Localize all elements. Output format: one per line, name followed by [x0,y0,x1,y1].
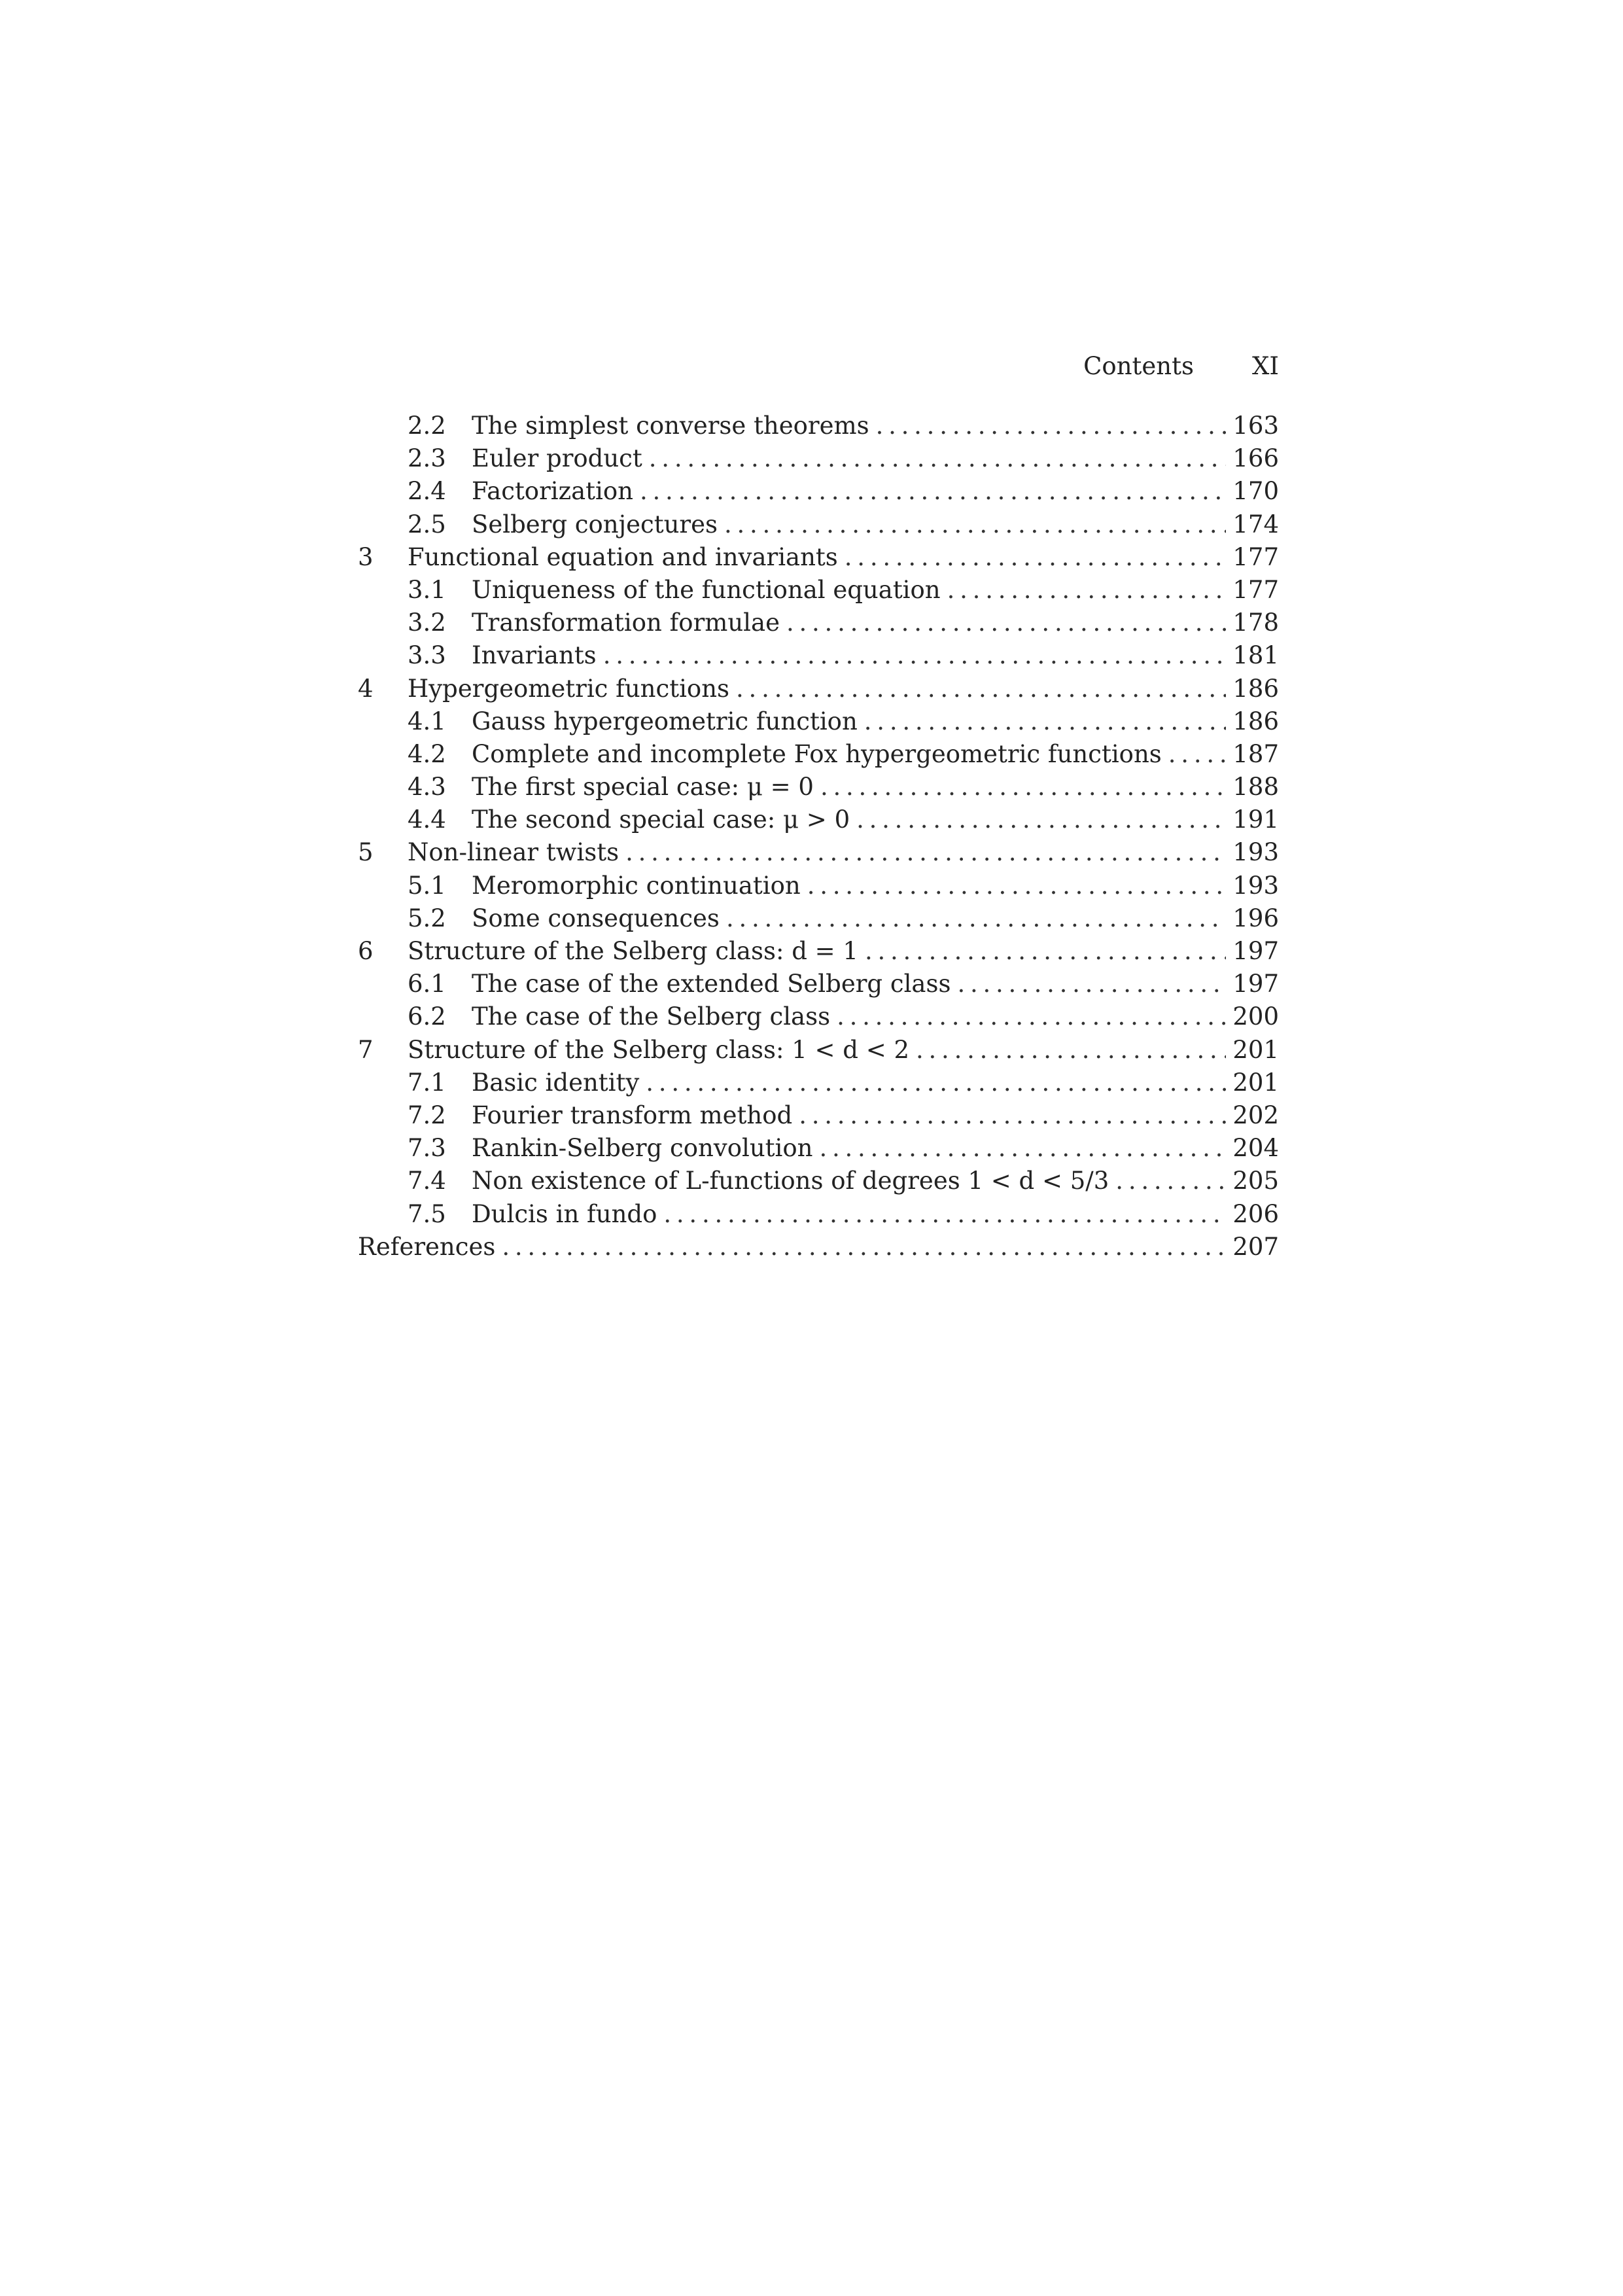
toc-entry-page: 170 [1232,477,1279,506]
toc-entry-page: 186 [1232,674,1279,703]
toc-entry-number: 2.5 [408,510,446,539]
toc-entry-title: Basic identity [472,1068,640,1097]
toc-entry-title: Transformation formulae [472,609,780,637]
toc-entry-page: 196 [1232,904,1279,932]
dot-leader [625,838,1226,866]
toc-entry-title: Selberg conjectures [472,510,718,539]
toc-entry-page: 177 [1232,542,1279,571]
toc-entry[interactable] [358,412,1279,444]
toc-entry-number: 5 [358,838,374,867]
toc-entry[interactable] [358,1233,1279,1265]
toc-entry-page: 200 [1232,1002,1279,1031]
toc-entry[interactable] [358,740,1279,773]
toc-entry-title: Hypergeometric functions [408,674,730,703]
toc-entry-page: 191 [1232,805,1279,834]
toc-entry-number: 3.3 [408,641,446,670]
toc-entry-title: References [358,1232,496,1261]
running-header [358,352,1279,385]
toc-entry[interactable] [358,707,1279,740]
toc-entry[interactable] [358,543,1279,576]
dot-leader [786,609,1226,637]
toc-entry-page: 206 [1232,1199,1279,1228]
toc-entry[interactable] [358,641,1279,674]
toc-entry-page: 193 [1232,871,1279,900]
dot-leader [1168,740,1227,768]
toc-entry-page: 178 [1232,609,1279,637]
dot-leader [663,1200,1226,1228]
toc-entry-number: 4.3 [408,773,446,802]
toc-entry[interactable] [358,904,1279,937]
toc-entry-page: 188 [1232,773,1279,802]
dot-leader [649,444,1227,472]
toc-entry[interactable] [358,1134,1279,1167]
toc-entry[interactable] [358,1069,1279,1101]
toc-entry-number: 3.1 [408,575,446,604]
toc-entry-title: Rankin-Selberg convolution [472,1134,813,1163]
toc-entry[interactable] [358,937,1279,970]
dot-leader [820,773,1226,801]
toc-entry-title: Fourier transform method [472,1101,793,1129]
toc-entry[interactable] [358,510,1279,543]
toc-entry-title: The case of the Selberg class [472,1002,831,1031]
toc-entry-number: 6.1 [408,970,446,998]
toc-entry[interactable] [358,838,1279,871]
toc-entry-page: 207 [1232,1232,1279,1261]
dot-leader [640,477,1226,505]
toc-entry-title: The case of the extended Selberg class [472,970,951,998]
page-number: XI [1252,352,1279,380]
dot-leader [819,1134,1226,1162]
toc-entry-number: 7.5 [408,1199,446,1228]
toc-entry[interactable] [358,970,1279,1002]
toc-entry-title: Functional equation and invariants [408,542,838,571]
toc-entry-number: 3 [358,542,374,571]
toc-entry-title: Dulcis in fundo [472,1199,657,1228]
toc-entry-page: 197 [1232,937,1279,965]
toc-entry-number: 6 [358,937,374,965]
toc-entry-title: Some consequences [472,904,720,932]
toc-entry-title: Structure of the Selberg class: d = 1 [408,937,858,965]
toc-entry-number: 4.1 [408,707,446,735]
toc-entry[interactable] [358,805,1279,838]
dot-leader [502,1233,1226,1261]
toc-entry[interactable] [358,477,1279,510]
toc-entry-title: The second special case: μ > 0 [472,805,850,834]
dot-leader [646,1069,1226,1097]
toc-entry[interactable] [358,576,1279,609]
toc-entry-page: 186 [1232,707,1279,735]
toc-entry-page: 202 [1232,1101,1279,1129]
toc-entry-number: 2.3 [408,444,446,473]
toc-entry-number: 5.1 [408,871,446,900]
toc-entry-number: 7 [358,1035,374,1064]
toc-entry-number: 4.4 [408,805,446,834]
dot-leader [837,1002,1226,1031]
dot-leader [807,872,1227,900]
dot-leader [799,1101,1226,1129]
toc-entry-title: Gauss hypergeometric function [472,707,858,735]
toc-entry-title: Factorization [472,477,633,506]
toc-entry-page: 205 [1232,1167,1279,1195]
toc-entry-page: 187 [1232,739,1279,768]
toc-entry[interactable] [358,675,1279,707]
dot-leader [957,970,1226,998]
table-of-contents [358,412,1279,1265]
toc-entry-number: 2.2 [408,412,446,440]
dot-leader [845,543,1227,571]
dot-leader [864,707,1227,735]
toc-entry[interactable] [358,1036,1279,1069]
toc-entry-number: 6.2 [408,1002,446,1031]
toc-entry-title: Euler product [472,444,642,473]
toc-entry-page: 181 [1232,641,1279,670]
toc-entry-number: 7.4 [408,1167,446,1195]
dot-leader [865,937,1226,965]
toc-entry[interactable] [358,773,1279,805]
toc-entry-page: 201 [1232,1035,1279,1064]
dot-leader [947,576,1227,604]
toc-entry-number: 4.2 [408,739,446,768]
running-header-title: Contents [1083,352,1194,380]
toc-entry-number: 5.2 [408,904,446,932]
toc-entry-number: 4 [358,674,374,703]
toc-entry-title: Uniqueness of the functional equation [472,575,941,604]
toc-entry-page: 204 [1232,1134,1279,1163]
toc-entry-title: The simplest converse theorems [472,412,869,440]
toc-entry[interactable] [358,1002,1279,1035]
dot-leader [876,412,1227,440]
toc-entry-page: 177 [1232,575,1279,604]
toc-entry[interactable] [358,1200,1279,1233]
toc-entry-number: 2.4 [408,477,446,506]
toc-entry-number: 7.2 [408,1101,446,1129]
toc-entry-title: Meromorphic continuation [472,871,801,900]
toc-entry-page: 174 [1232,510,1279,539]
dot-leader [603,641,1227,669]
toc-entry-page: 197 [1232,970,1279,998]
toc-entry[interactable] [358,872,1279,904]
toc-entry[interactable] [358,444,1279,477]
dot-leader [916,1036,1226,1064]
dot-leader [736,675,1226,703]
toc-entry-page: 163 [1232,412,1279,440]
toc-entry-title: The first special case: μ = 0 [472,773,814,802]
dot-leader [1115,1167,1226,1195]
toc-entry-title: Non existence of L-functions of degrees 1 < d < 5/3 [472,1167,1109,1195]
toc-entry-title: Non-linear twists [408,838,620,867]
dot-leader [724,510,1226,539]
dot-leader [726,904,1226,932]
toc-entry[interactable] [358,1101,1279,1134]
toc-entry[interactable] [358,1167,1279,1199]
toc-entry-number: 7.3 [408,1134,446,1163]
toc-entry[interactable] [358,609,1279,641]
toc-entry-number: 7.1 [408,1068,446,1097]
toc-entry-title: Structure of the Selberg class: 1 < d < 2 [408,1035,910,1064]
toc-entry-number: 3.2 [408,609,446,637]
dot-leader [856,805,1226,834]
toc-entry-page: 166 [1232,444,1279,473]
toc-entry-page: 193 [1232,838,1279,867]
toc-entry-page: 201 [1232,1068,1279,1097]
toc-entry-title: Complete and incomplete Fox hypergeometric functions [472,739,1162,768]
toc-entry-title: Invariants [472,641,597,670]
